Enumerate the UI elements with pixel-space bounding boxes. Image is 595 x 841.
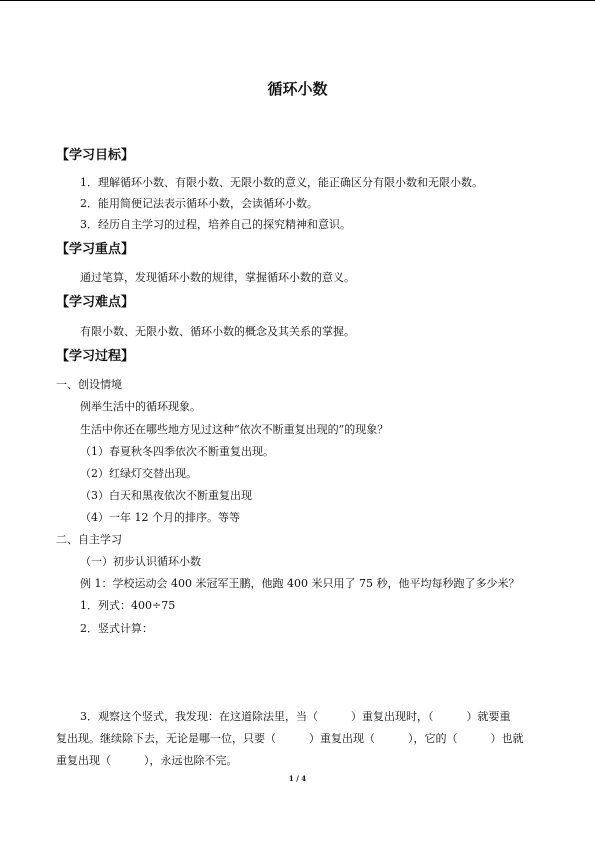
difficulties-text: 有限小数、无限小数、循环小数的概念及其关系的掌握。 xyxy=(80,325,355,338)
part1-title: 一、创设情境 xyxy=(56,378,122,391)
part1-line-6: （4）一年 12 个月的排序。等等 xyxy=(80,511,240,524)
goal-item-2: 2．能用简便记法表示循环小数，会读循环小数。 xyxy=(80,197,318,210)
step-3-line-2: 复出现。继续除下去，无论是哪一位，只要（ ）重复出现（ ），它的（ ）也就 xyxy=(56,732,524,745)
part1-line-2: 生活中你还在哪些地方见过这种“依次不断重复出现的”的现象？ xyxy=(80,423,389,436)
step-3-line-3: 重复出现（ ），永远也除不完。 xyxy=(56,754,238,767)
key-points-text: 通过笔算，发现循环小数的规律，掌握循环小数的意义。 xyxy=(80,271,355,284)
section-heading-key-points: 【学习重点】 xyxy=(56,242,135,257)
part1-line-5: （3）白天和黑夜依次不断重复出现 xyxy=(80,489,252,502)
part1-line-4: （2）红绿灯交替出现。 xyxy=(80,467,197,480)
example-1-text: 例 1：学校运动会 400 米冠军王鹏，他跑 400 米只用了 75 秒，他平均每秒跑了多少米？ xyxy=(80,577,520,590)
part1-line-1: 例举生活中的循环现象。 xyxy=(80,400,201,413)
section-heading-difficulties: 【学习难点】 xyxy=(56,295,135,310)
step-1-text: 1．列式：400÷75 xyxy=(80,599,176,612)
goal-item-1: 1．理解循环小数、有限小数、无限小数的意义，能正确区分有限小数和无限小数。 xyxy=(80,176,483,189)
page-number: 1 / 4 xyxy=(288,774,307,783)
part1-line-3: （1）春夏秋冬四季依次不断重复出现。 xyxy=(80,445,274,458)
step-3-line-1: 3．观察这个竖式，我发现：在这道除法里，当（ ）重复出现时，（ ）就要重 xyxy=(80,710,511,723)
part2-title: 二、自主学习 xyxy=(56,533,122,546)
step-2-text: 2．竖式计算： xyxy=(80,622,153,635)
section-heading-goals: 【学习目标】 xyxy=(56,148,135,163)
goal-item-3: 3．经历自主学习的过程，培养自己的探究精神和意识。 xyxy=(80,218,351,231)
page-title: 循环小数 xyxy=(267,80,328,98)
page-top-border xyxy=(0,0,595,1)
part2-subtitle: （一）初步认识循环小数 xyxy=(80,555,201,568)
section-heading-process: 【学习过程】 xyxy=(56,349,135,364)
